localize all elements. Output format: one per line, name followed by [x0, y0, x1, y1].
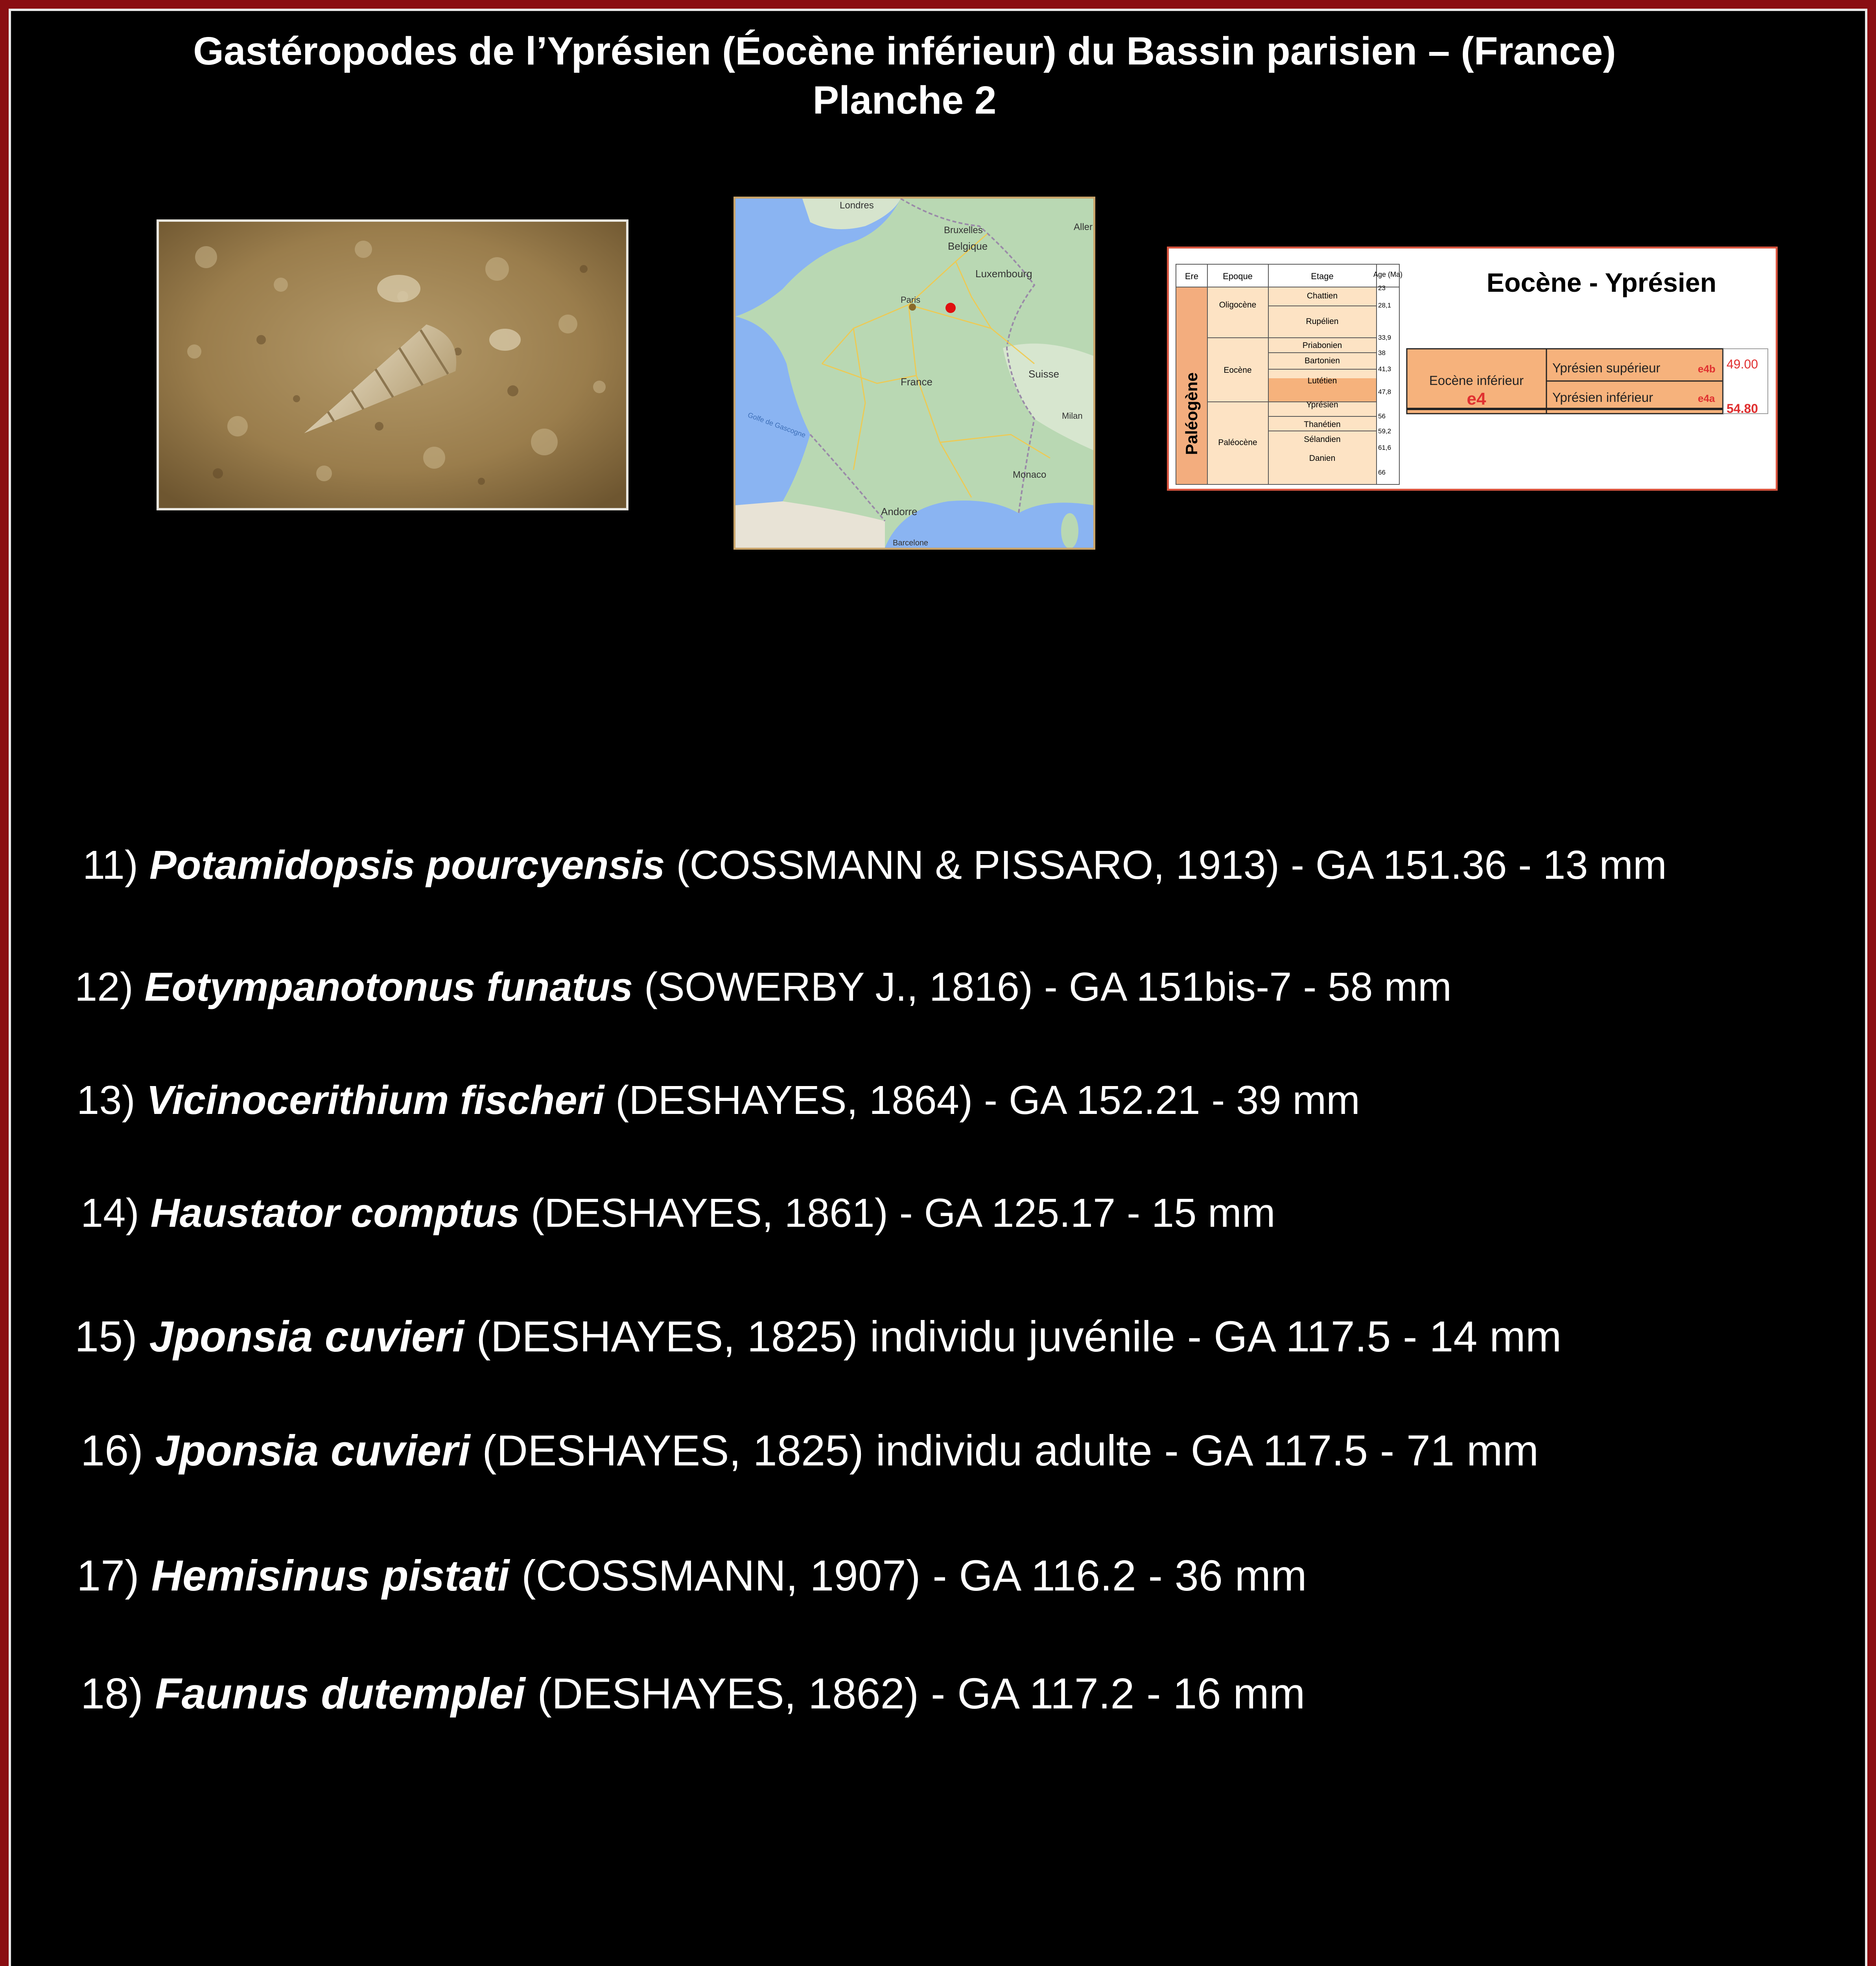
- map-label-luxembourg: Luxembourg: [975, 268, 1032, 280]
- species-line-11: [83, 841, 1667, 889]
- map-label-aller: Aller: [1074, 222, 1093, 232]
- species-name: Jponsia cuvieri: [155, 1427, 470, 1475]
- strat-header-epoque: Epoque: [1223, 271, 1253, 281]
- species-line-15: [75, 1313, 1561, 1360]
- species-name: Potamidopsis pourcyensis: [149, 842, 665, 887]
- species-author: (DESHAYES, 1864) -: [615, 1077, 998, 1123]
- strat-detail-lower-code: e4a: [1698, 392, 1715, 404]
- map-label-andorre: Andorre: [881, 506, 918, 517]
- strat-header-etage: Etage: [1311, 271, 1334, 281]
- species-author: (DESHAYES, 1862) -: [537, 1670, 945, 1718]
- species-author: (DESHAYES, 1825) individu juvénile -: [476, 1313, 1202, 1361]
- strat-ere-name: Paléogène: [1182, 372, 1201, 455]
- species-number: 12): [75, 964, 133, 1009]
- map-icon: [735, 199, 1093, 548]
- map-label-suisse: Suisse: [1028, 368, 1060, 380]
- map-label-belgique: Belgique: [948, 240, 988, 252]
- species-name: Haustator comptus: [150, 1190, 520, 1235]
- strat-age: 38: [1378, 349, 1386, 357]
- strat-age: 47,8: [1378, 388, 1391, 396]
- strat-age: 41,3: [1378, 365, 1391, 373]
- strat-epoch-paleocene: Paléocène: [1218, 438, 1257, 447]
- species-number: 14): [81, 1190, 139, 1235]
- species-author: (SOWERBY J., 1816) -: [644, 964, 1058, 1009]
- map-label-milan: Milan: [1062, 411, 1083, 421]
- species-author: (DESHAYES, 1861) -: [531, 1190, 913, 1235]
- map-label-londres: Londres: [840, 200, 874, 211]
- strat-stage-bartonien: Bartonien: [1305, 356, 1340, 365]
- map-label-paris: Paris: [901, 295, 921, 305]
- species-author: (COSSMANN, 1907) -: [521, 1552, 947, 1600]
- strat-age: 28,1: [1378, 302, 1391, 309]
- map-label-barcelone: Barcelone: [893, 539, 929, 547]
- fossil-in-rock-icon: [159, 222, 626, 508]
- species-reference: GA 117.5 - 71 mm: [1190, 1427, 1539, 1475]
- species-line-13: [77, 1077, 1360, 1124]
- strat-stage-lutetien: Lutétien: [1307, 376, 1337, 385]
- strat-age: 66: [1378, 469, 1386, 476]
- species-reference: GA 117.5 - 14 mm: [1213, 1313, 1562, 1361]
- species-number: 17): [77, 1552, 139, 1600]
- strat-detail-upper: Yprésien supérieur: [1552, 361, 1660, 375]
- species-reference: GA 117.2 - 16 mm: [957, 1670, 1305, 1718]
- map-label-golfe: Golfe de Gascogne: [746, 411, 807, 439]
- map-label-monaco: Monaco: [1013, 469, 1047, 480]
- species-name: Eotympanotonus funatus: [144, 964, 633, 1009]
- species-number: 16): [81, 1427, 143, 1475]
- species-line-17: [77, 1552, 1307, 1600]
- species-name: Jponsia cuvieri: [149, 1313, 464, 1361]
- strat-header-ere: Ere: [1185, 271, 1199, 281]
- species-number: 13): [77, 1077, 135, 1123]
- strat-age: 23: [1378, 284, 1386, 292]
- strat-stage-ypresien: Yprésien: [1306, 400, 1338, 409]
- page-title: Gastéropodes de l’Yprésien (Éocène inférieur) du Bassin parisien – (France): [193, 29, 1616, 73]
- strat-detail-upper-code: e4b: [1698, 363, 1716, 375]
- france-location-map: [733, 197, 1095, 550]
- strat-age: 61,6: [1378, 444, 1391, 451]
- stratigraphy-chart: [1167, 247, 1778, 491]
- strat-detail-code: e4: [1467, 389, 1486, 409]
- strat-stage-priabonien: Priabonien: [1302, 341, 1342, 350]
- stratigraphy-table: [1169, 249, 1776, 489]
- species-number: 11): [83, 842, 138, 887]
- strat-stage-selandien: Sélandien: [1304, 435, 1341, 444]
- species-author: (DESHAYES, 1825) individu adulte -: [482, 1427, 1179, 1475]
- species-reference: GA 116.2 - 36 mm: [959, 1552, 1307, 1600]
- strat-age: 56: [1378, 412, 1386, 420]
- species-line-12: [75, 963, 1452, 1011]
- strat-detail-label: Eocène inférieur: [1429, 373, 1524, 388]
- species-author: (COSSMANN & PISSARO, 1913) -: [676, 842, 1305, 887]
- species-number: 18): [81, 1670, 143, 1718]
- species-number: 15): [75, 1313, 137, 1361]
- strat-age: 33,9: [1378, 334, 1391, 341]
- species-line-18: [81, 1670, 1305, 1717]
- map-label-bruxelles: Bruxelles: [944, 225, 983, 236]
- species-reference: GA 151.36 - 13 mm: [1315, 842, 1667, 887]
- species-name: Vicinocerithium fischeri: [146, 1077, 604, 1123]
- strat-stage-rupelien: Rupélien: [1306, 317, 1339, 326]
- strat-epoch-eocene: Eocène: [1224, 366, 1252, 375]
- strat-stage-chattien: Chattien: [1307, 291, 1338, 300]
- species-line-16: [81, 1427, 1539, 1474]
- strat-detail-age-bottom: 54.80: [1727, 401, 1758, 416]
- strat-stage-thanetien: Thanétien: [1304, 420, 1341, 429]
- species-reference: GA 125.17 - 15 mm: [924, 1190, 1275, 1235]
- strat-header-age: Age (Ma): [1373, 271, 1403, 278]
- species-reference: GA 152.21 - 39 mm: [1008, 1077, 1360, 1123]
- strat-title: Eocène - Yprésien: [1486, 268, 1717, 298]
- strat-age: 59,2: [1378, 427, 1391, 435]
- strat-detail-lower: Yprésien inférieur: [1552, 390, 1653, 405]
- species-name: Hemisinus pistati: [151, 1552, 510, 1600]
- species-reference: GA 151bis-7 - 58 mm: [1069, 964, 1452, 1009]
- strat-epoch-oligocene: Oligocène: [1219, 300, 1257, 309]
- fossil-rock-photo: [157, 219, 628, 510]
- strat-stage-danien: Danien: [1309, 454, 1336, 463]
- species-name: Faunus dutemplei: [155, 1670, 525, 1718]
- map-label-france: France: [901, 376, 932, 388]
- plate-subtitle: Planche 2: [813, 78, 997, 122]
- strat-detail-age-top: 49.00: [1727, 357, 1758, 371]
- species-line-14: [81, 1189, 1275, 1237]
